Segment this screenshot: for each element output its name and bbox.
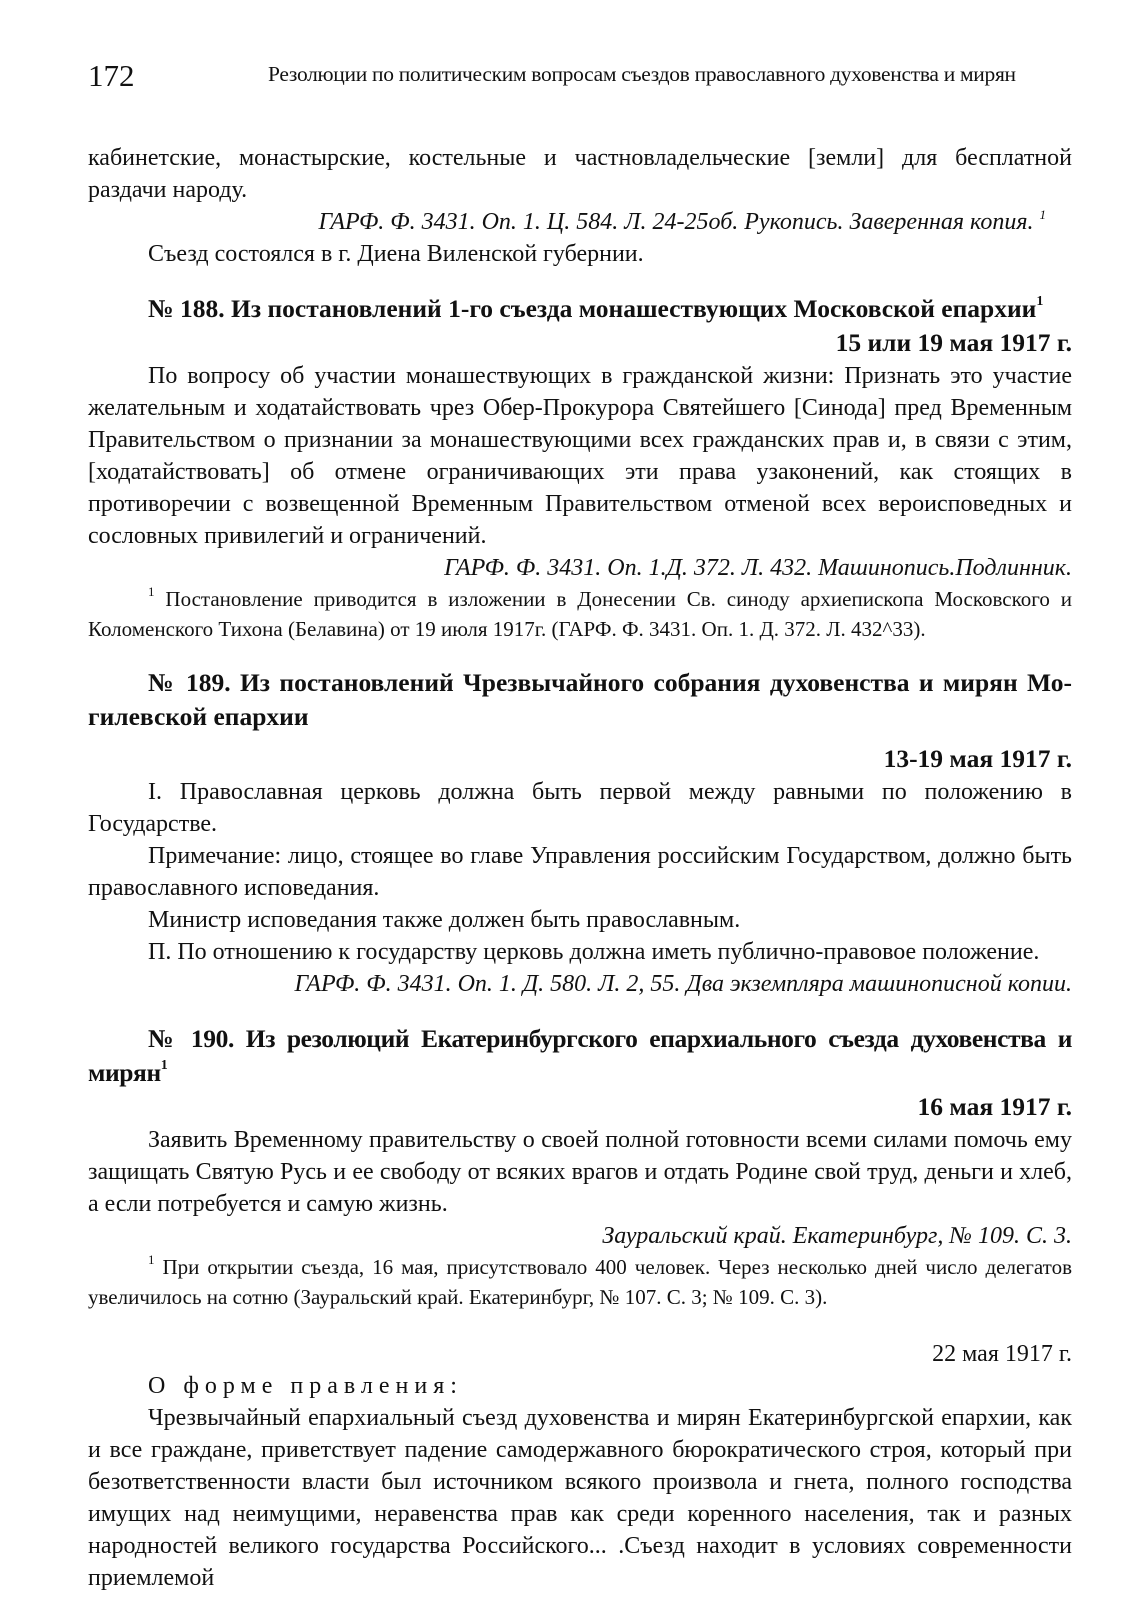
- doc190-footnote-sup: 1: [148, 1252, 155, 1267]
- doc188-footnote: [88, 584, 1072, 644]
- doc190-footnote-text: При открытии съезда, 16 мая, присутствовало 400 человек. Через несколько дней число делегатов увеличилось на сотню (Зауральский край. Екатеринбург, № 107. С. 3; № 109. С. 3).: [88, 1255, 1072, 1309]
- doc187-source-text: ГАРФ. Ф. 3431. Оп. 1. Ц. 584. Л. 24-25об. Рукопись. Заверенная копия.: [318, 209, 1034, 235]
- doc190b-subheading: О форме правления:: [148, 1373, 463, 1399]
- doc190-date: 16 мая 1917 г.: [917, 1092, 1072, 1121]
- doc190b-text: Чрезвычайный епархиальный съезд духовенства и мирян Екатеринбургской епархии, как и все граждане, приветствует падение самодержавного бюрократического строя, который при безответственности власти был источником всякого произвола и гнета, полного господства имущих над неимущими, неравенства прав как среди коренного населения, так и разных народностей великого государства Российского... .Съезд находит в условиях современности приемлемой: [88, 1405, 1072, 1591]
- doc188-heading-text: № 188. Из постановлений 1-го съезда монашествующих Московской епархии: [148, 294, 1037, 323]
- doc188-heading: [88, 292, 1072, 326]
- doc189-paragraph-2: Примечание: лицо, стоящее во главе Управления российским Государством, должно быть православного исповедания.: [88, 843, 1072, 901]
- doc190-heading: [88, 1022, 1072, 1090]
- doc190-footnote: [88, 1252, 1072, 1312]
- doc190b-date: 22 мая 1917 г.: [932, 1341, 1072, 1367]
- doc189-heading: № 189. Из постановлений Чрезвычайного собрания духовенства и мирян Мо-гилевской епархии: [88, 668, 1072, 731]
- doc189-paragraph-4: П. По отношению к государству церковь должна иметь публично-правовое положение.: [148, 939, 1040, 965]
- doc189-source: ГАРФ. Ф. 3431. Оп. 1. Д. 580. Л. 2, 55. Два экземпляра машинописной копии.: [294, 971, 1072, 997]
- doc188-date: 15 или 19 мая 1917 г.: [835, 328, 1072, 357]
- doc189-paragraph-1: I. Православная церковь должна быть первой между равными по положению в Государстве.: [88, 779, 1072, 837]
- doc187-source-sup: 1: [1039, 207, 1046, 222]
- doc189-paragraph-3: Министр исповедания также должен быть православным.: [148, 907, 741, 933]
- doc188-text: По вопросу об участии монашествующих в гражданской жизни: Признать это участие желательным и ходатайствовать чрез Обер-Прокурора Святейшего [Синода] пред Временным Правительством о признании за монашествующими всех гражданских прав и, в связи с этим, [ходатайствовать] об отмене ограничивающих эти права узаконений, как стоящих в противоречии с возвещенной Временным Правительством отменой всех вероисповедных и сословных привилегий и ограничений.: [88, 363, 1072, 549]
- doc187-source: [88, 206, 1072, 238]
- doc188-footnote-sup: 1: [148, 584, 155, 599]
- page-body: [88, 142, 1072, 1594]
- doc189-date: 13-19 мая 1917 г.: [883, 744, 1072, 773]
- doc188-footnote-text: Постановление приводится в изложении в Донесении Св. синоду архиепископа Московского и Коломенского Тихона (Белавина) от 19 июля 1917г. (ГАРФ. Ф. 3431. Оп. 1. Д. 372. Л. 432^33).: [88, 587, 1072, 641]
- doc187-text: кабинетские, монастырские, костельные и частновладельческие [земли] для бесплатной раздачи народу.: [88, 145, 1072, 203]
- doc190-heading-sup: 1: [160, 1058, 168, 1073]
- doc190-heading-text: № 190. Из резолюций Екатеринбургского епархиального съезда духовенства и мирян: [88, 1024, 1072, 1087]
- doc190-source: Зауральский край. Екатеринбург, № 109. С. 3.: [602, 1223, 1072, 1249]
- doc188-heading-sup: 1: [1036, 294, 1044, 309]
- running-title: Резолюции по политическим вопросам съездов православного духовенства и мирян: [268, 62, 1016, 86]
- doc188-source: ГАРФ. Ф. 3431. Оп. 1.Д. 372. Л. 432. Машинопись.Подлинник.: [444, 555, 1072, 581]
- doc187-footnote: Съезд состоялся в г. Диена Виленской губернии.: [148, 241, 644, 267]
- page-number: 172: [88, 58, 135, 93]
- doc190-text: Заявить Временному правительству о своей полной готовности всеми силами помочь ему защищать Святую Русь и ее свободу от всяких врагов и отдать Родине свой труд, деньги и хлеб, а если потребуется и самую жизнь.: [88, 1127, 1072, 1217]
